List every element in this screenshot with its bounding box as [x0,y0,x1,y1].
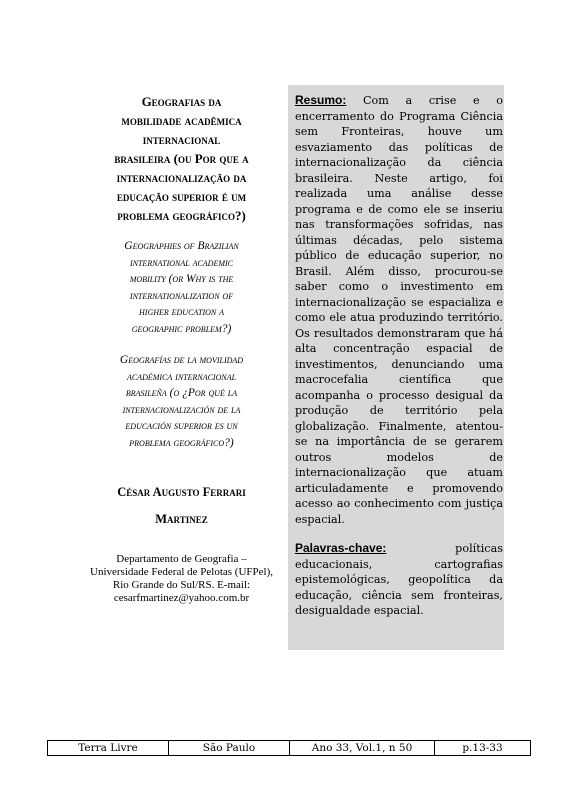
keywords-heading: Palavras-chave: [295,541,387,555]
author-email[interactable]: cesarfmartinez@yahoo.com.br [113,592,250,604]
footer-issue: Ano 33, Vol.1, n 50 [290,741,435,755]
title-line: brasileña (o ¿Por qué la [125,387,238,399]
affiliation-line: Universidade Federal de Pelotas (UFPel), [90,566,273,578]
title-line: problema geográfico?) [117,208,246,223]
author-name [80,479,283,533]
title-english [80,238,283,337]
footer-city: São Paulo [169,741,290,755]
title-column [80,92,283,605]
title-line: brasileira (ou Por que a [114,151,249,166]
footer-pages: p.13-33 [462,742,503,754]
author-affiliation [80,553,283,605]
footer-citation-bar [47,740,531,756]
title-line: mobilidade acadêmica [121,113,242,128]
title-spanish [80,352,283,451]
author-line: Martinez [155,512,208,526]
title-line: internacionalización de la [122,403,241,416]
title-line: internacionalização da [116,170,247,185]
title-portuguese [80,92,283,225]
affiliation-line: Departamento de Geografia – [116,553,247,565]
title-line: mobility (or Why is the [129,273,234,285]
keywords-paragraph [295,541,503,619]
title-line: internacional [142,132,221,147]
abstract-text: Com a crise e o encerramento do Programa Ciência sem Fronteiras, houve um esvaziamento das políticas de internacionalização da ciência brasileira. Neste artigo, foi realizada uma análise desse programa e de como ele se inseriu nas transformações sofridas, nas últimas décadas, pelo sistema público de educação superior, no Brasil. Além disso, procurou-se saber como o investimento em internacionalização se espacializa e como ele atua produzindo território. Os resultados demonstraram que há alta concentração espacial de investimentos, denunciando uma macrocefalia científica que acompanha o processo desigual da produção de território pela globalização. Finalmente, atentou-se na importância de se gerarem outros modelos de internacionalização que atuam articuladamente e promovendo acesso ao conhecimento com justiça espacial. [295,94,503,526]
title-line: problema geográfico?) [129,436,234,449]
footer-journal: Terra Livre [48,741,169,755]
keywords-text: políticas educacionais, cartografias epistemológicas, geopolítica da educação, ciência sem fronteiras, desigualdade espacial. [295,542,503,617]
author-line: César Augusto Ferrari [117,485,246,499]
abstract-box [288,85,504,650]
affiliation-line: Rio Grande do Sul/RS. E-mail: [112,579,251,591]
title-line: internationalization of [129,289,234,302]
title-line: educación superior es un [125,420,238,432]
title-line: educação superior é um [116,189,247,204]
abstract-heading: Resumo: [295,93,347,107]
title-line: Geografías de la movilidad [119,354,244,366]
title-line: higher education a [139,306,224,318]
title-line: geographic problem?) [131,322,232,335]
title-line: Geografias da [141,94,222,109]
title-line: international academic [129,256,234,269]
title-line: académica internacional [126,370,237,383]
abstract-paragraph [295,93,503,527]
title-line: Geographies of Brazilian [124,240,239,252]
